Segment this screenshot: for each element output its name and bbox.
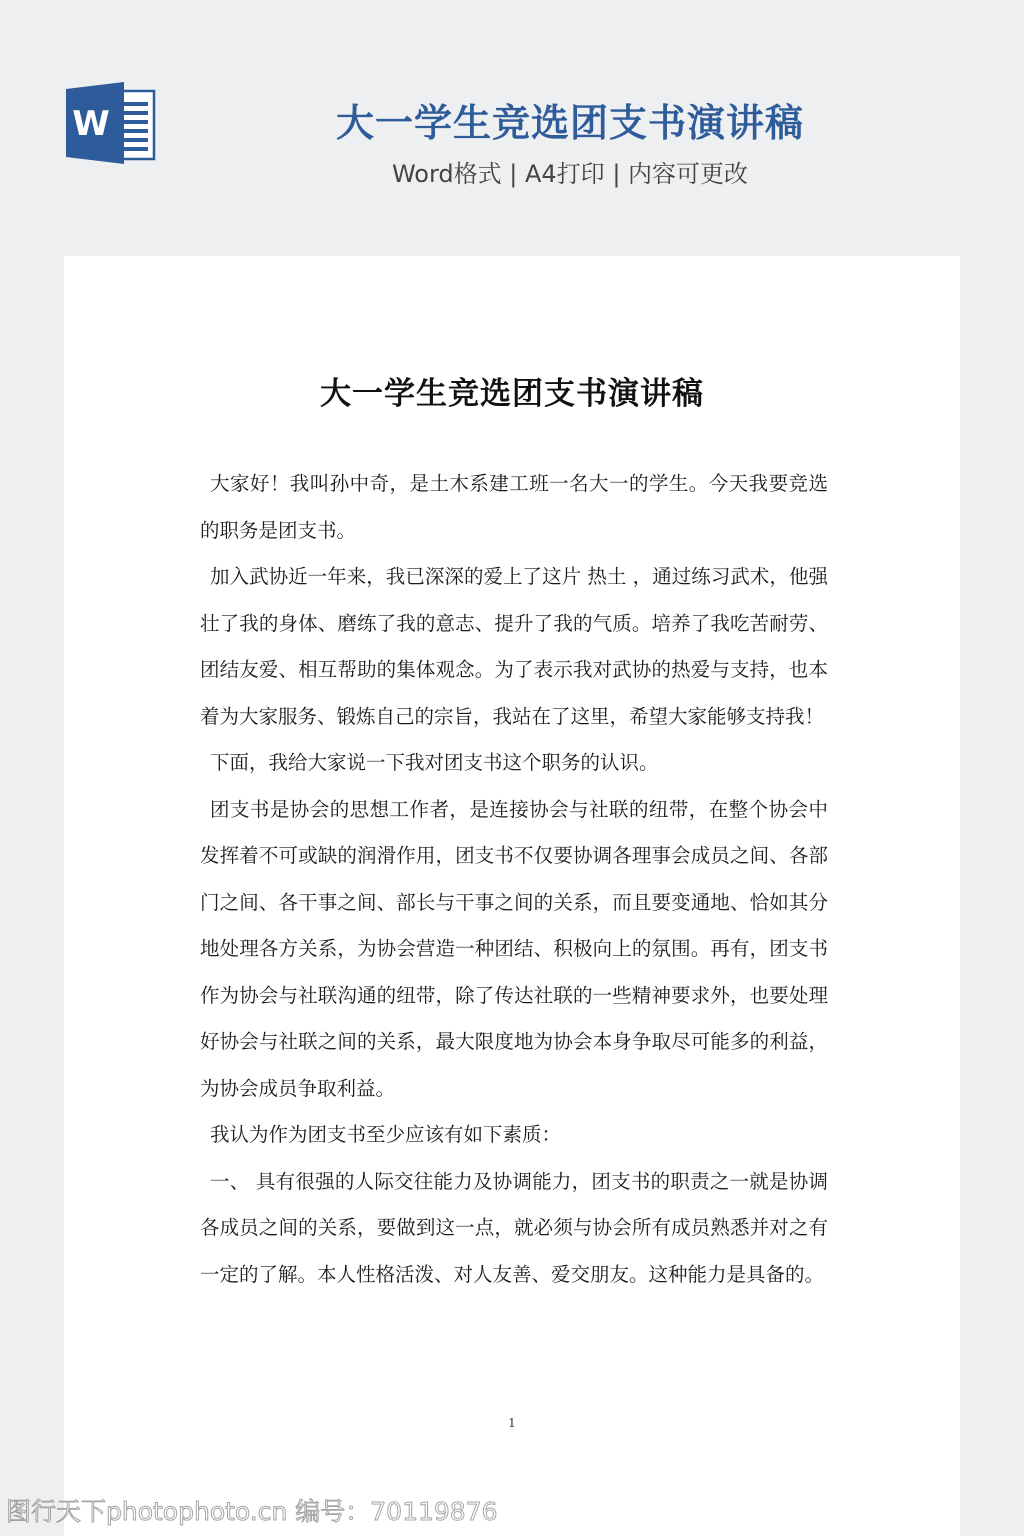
paragraph: 团支书是协会的思想工作者，是连接协会与社联的纽带，在整个协会中发挥着不可或缺的润滑作用，团支书不仅要协调各理事会成员之间、各部门之间、各干事之间、部长与干事之间的关系，而且要变通地、恰如其分地处理各方关系，为协会营造一种团结、积极向上的氛围。再有，团支书作为协会与社联沟通的纽带，除了传达社联的一些精神要求外，也要处理好协会与社联之间的关系，最大限度地为协会本身争取尽可能多的利益，为协会成员争取利益。 bbox=[200, 797, 828, 1100]
header-title: 大一学生竞选团支书演讲稿 bbox=[335, 101, 804, 145]
document-title: 大一学生竞选团支书演讲稿 bbox=[320, 376, 704, 412]
paragraph: 下面，我给大家说一下我对团支书这个职务的认识。 bbox=[210, 751, 659, 774]
page-number: 1 bbox=[508, 1416, 516, 1430]
paragraph: 一、 具有很强的人际交往能力及协调能力，团支书的职责之一就是协调各成员之间的关系，要做到这一点，就必须与协会所有成员熟悉并对之有一定的了解。本人性格活泼、对人友善、爱交朋友。这种能力是具备的。 bbox=[200, 1169, 828, 1286]
header bbox=[0, 0, 1024, 250]
paragraph: 加入武协近一年来，我已深深的爱上了这片 热土 ，通过练习武术，他强壮了我的身体、磨练了我的意志、提升了我的气质。培养了我吃苦耐劳、团结友爱、相互帮助的集体观念。为了表示我对武协的热爱与支持，也本着为大家服务、锻炼自己的宗旨，我站在了这里，希望大家能够支持我！ bbox=[200, 565, 828, 728]
paragraph: 大家好！我叫孙中奇，是土木系建工班一名大一的学生。今天我要竞选的职务是团支书。 bbox=[200, 472, 828, 542]
header-subtitle: Word格式 | A4打印 | 内容可更改 bbox=[391, 160, 749, 188]
word-icon-letter: W bbox=[72, 104, 110, 144]
watermark: 图行天下photophoto.cn 编号：70119876 bbox=[6, 1497, 498, 1526]
document-body bbox=[200, 461, 828, 1298]
paragraph: 我认为作为团支书至少应该有如下素质： bbox=[210, 1123, 562, 1146]
document-page bbox=[64, 256, 960, 1536]
word-document-icon bbox=[66, 82, 156, 164]
